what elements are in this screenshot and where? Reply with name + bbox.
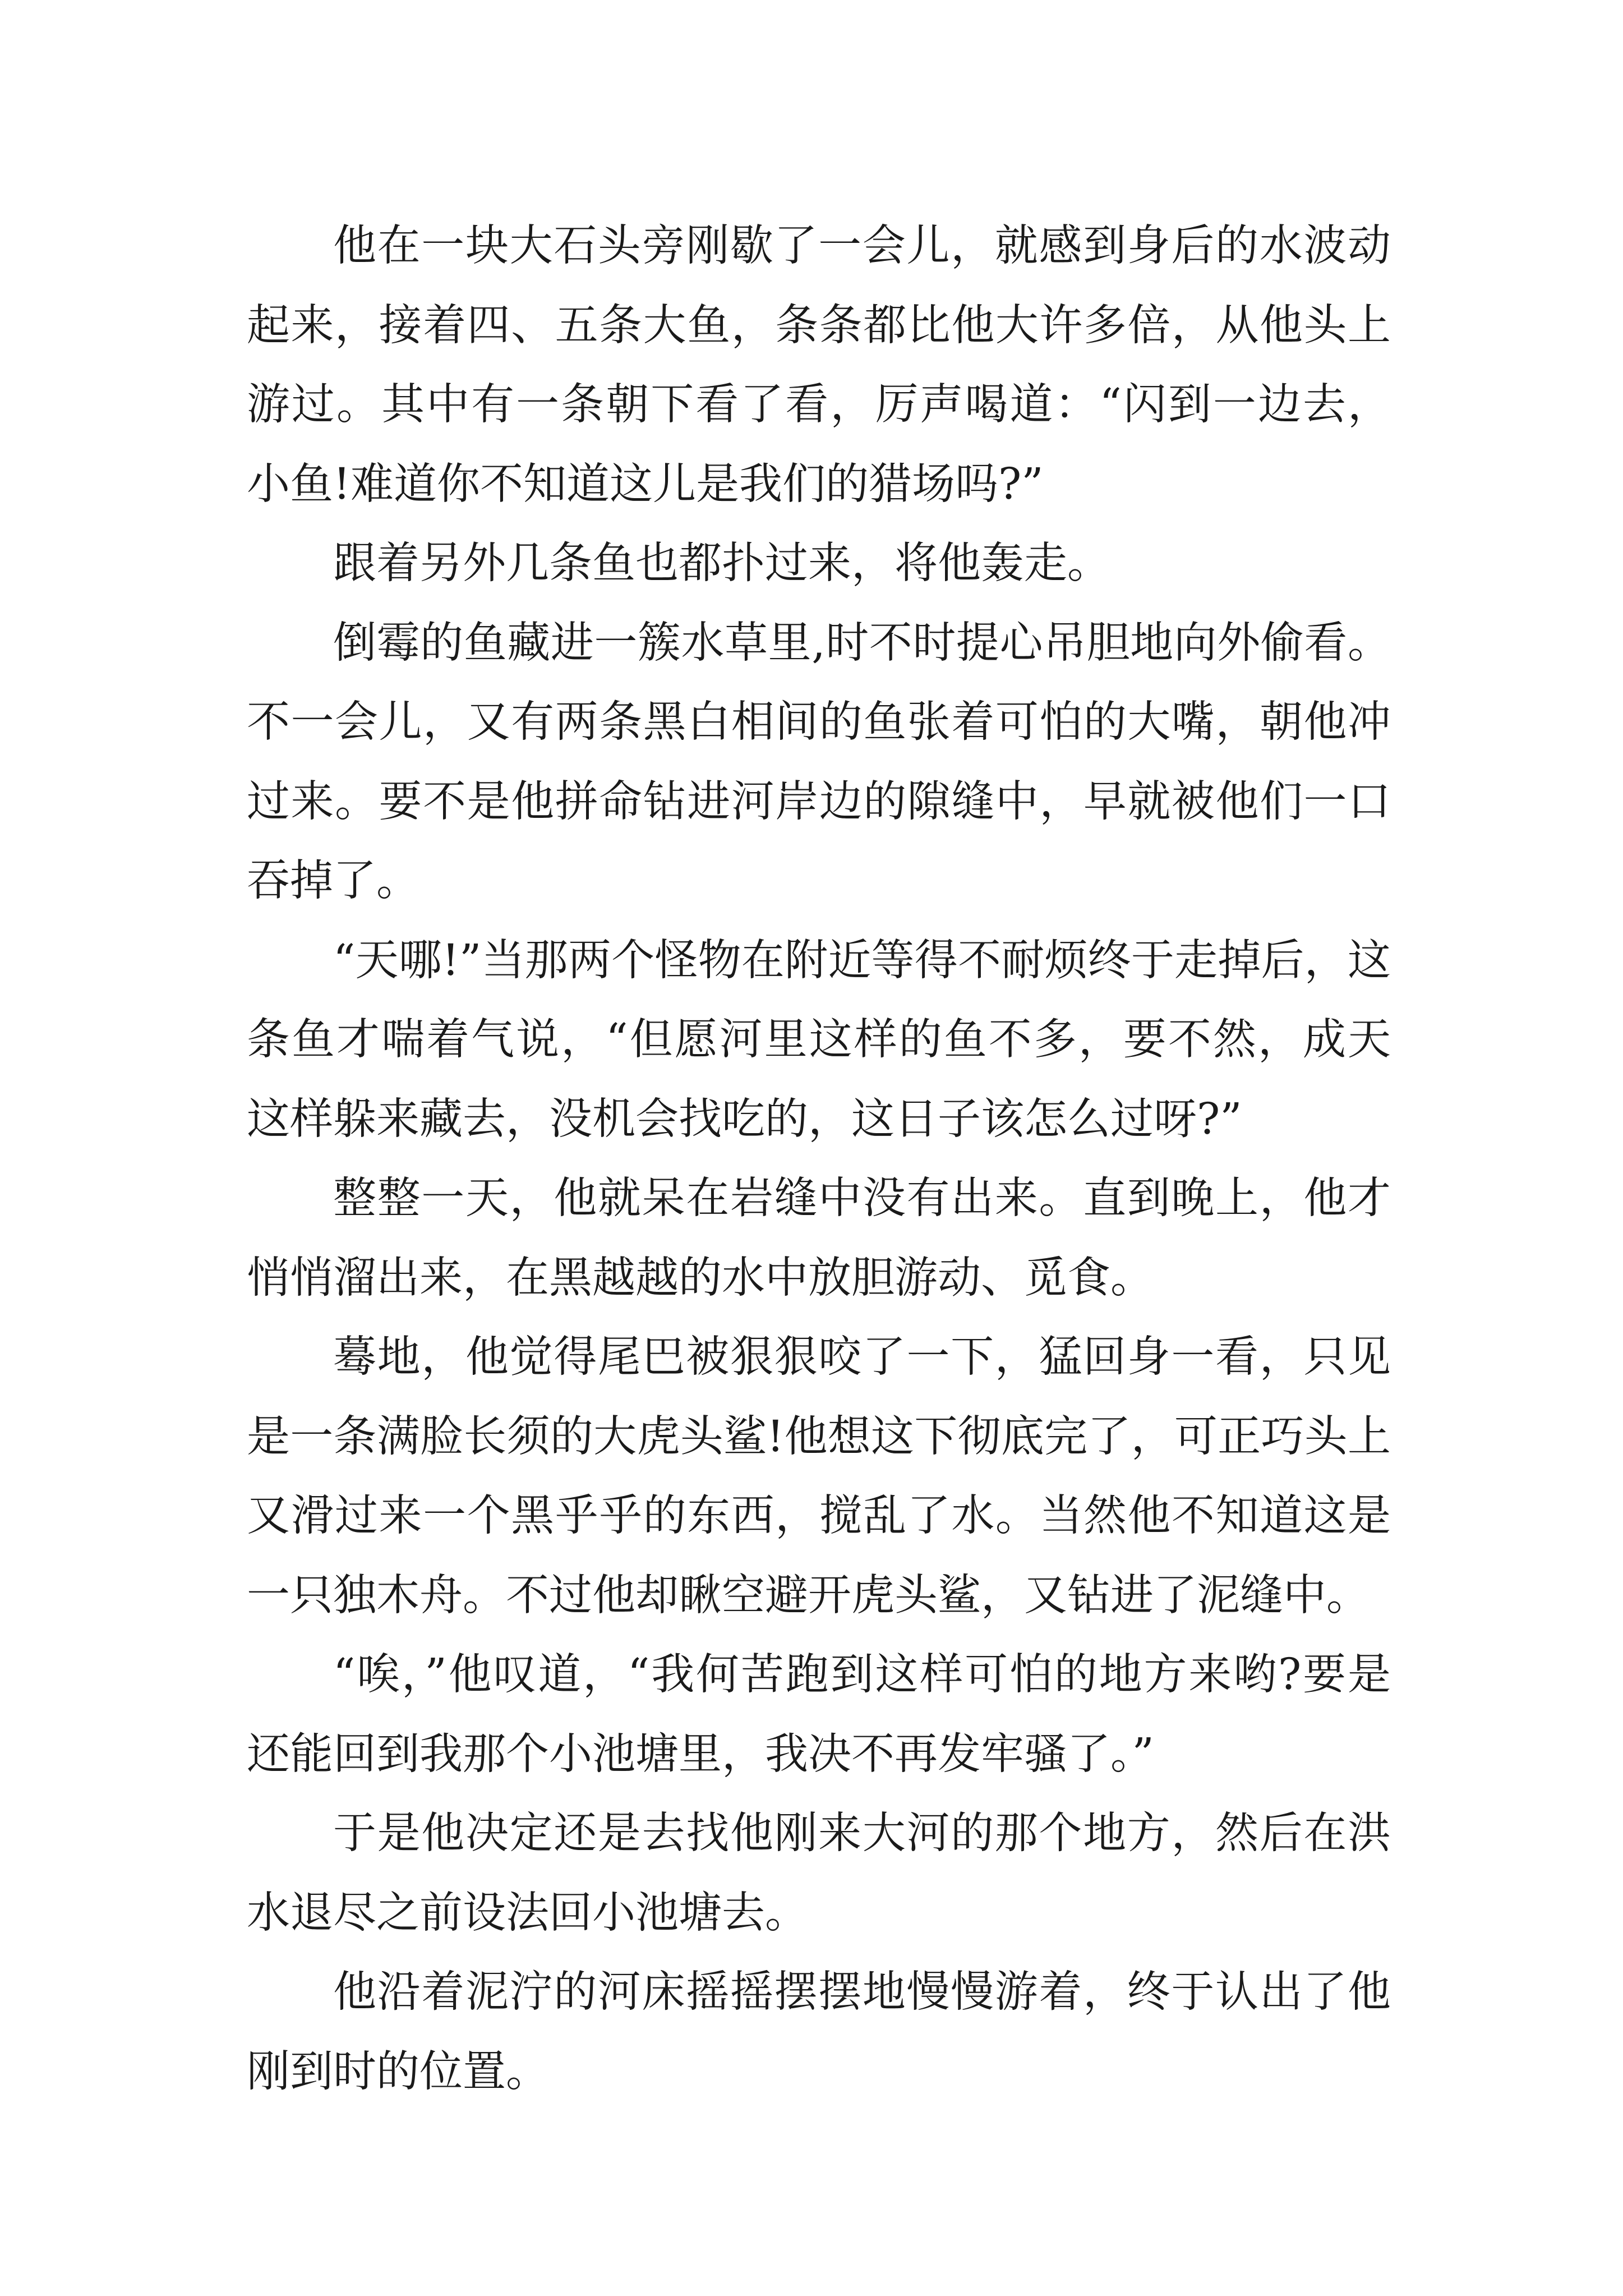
paragraph-2: 跟着另外几条鱼也都扑过来，将他轰走。 (333, 539, 1110, 588)
body-text (247, 206, 1391, 2111)
paragraph-9: 他沿着泥泞的河床摇摇摆摆地慢慢游着，终于认出了他刚到时的位置。 (247, 1967, 1391, 2097)
paragraph-5: 整整一天，他就呆在岩缝中没有出来。直到晚上，他才悄悄溜出来，在黑越越的水中放胆游动、觅食。 (247, 1174, 1391, 1303)
paragraph-8: 于是他决定还是去找他刚来大河的那个地方，然后在洪水退尽之前设法回小池塘去。 (247, 1809, 1391, 1938)
paragraph-3: 倒霉的鱼藏进一簇水草里,时不时提心吊胆地向外偷看。不一会儿，又有两条黑白相间的鱼张着可怕的大嘴，朝他冲过来。要不是他拼命钻进河岸边的隙缝中，早就被他们一口吞掉了。 (247, 618, 1391, 906)
paragraph-4: “天哪!”当那两个怪物在附近等得不耐烦终于走掉后，这条鱼才喘着气说，“但愿河里这样的鱼不多，要不然，成天这样躲来藏去，没机会找吃的，这日子该怎么过呀?” (247, 935, 1391, 1144)
paragraph-7: “唉，”他叹道，“我何苦跑到这样可怕的地方来哟?要是还能回到我那个小池塘里，我决不再发牢骚了。” (247, 1650, 1391, 1779)
paragraph-1: 他在一块大石头旁刚歇了一会儿，就感到身后的水波动起来，接着四、五条大鱼，条条都比他大许多倍，从他头上游过。其中有一条朝下看了看，厉声喝道：“闪到一边去，小鱼!难道你不知道这儿是我们的猎场吗?” (247, 221, 1391, 509)
paragraph-6: 蓦地，他觉得尾巴被狠狠咬了一下，猛回身一看，只见是一条满脸长须的大虎头鲨!他想这下彻底完了，可正巧头上又滑过来一个黑乎乎的东西，搅乱了水。当然他不知道这是一只独木舟。不过他却瞅空避开虎头鲨，又钻进了泥缝中。 (247, 1332, 1391, 1621)
